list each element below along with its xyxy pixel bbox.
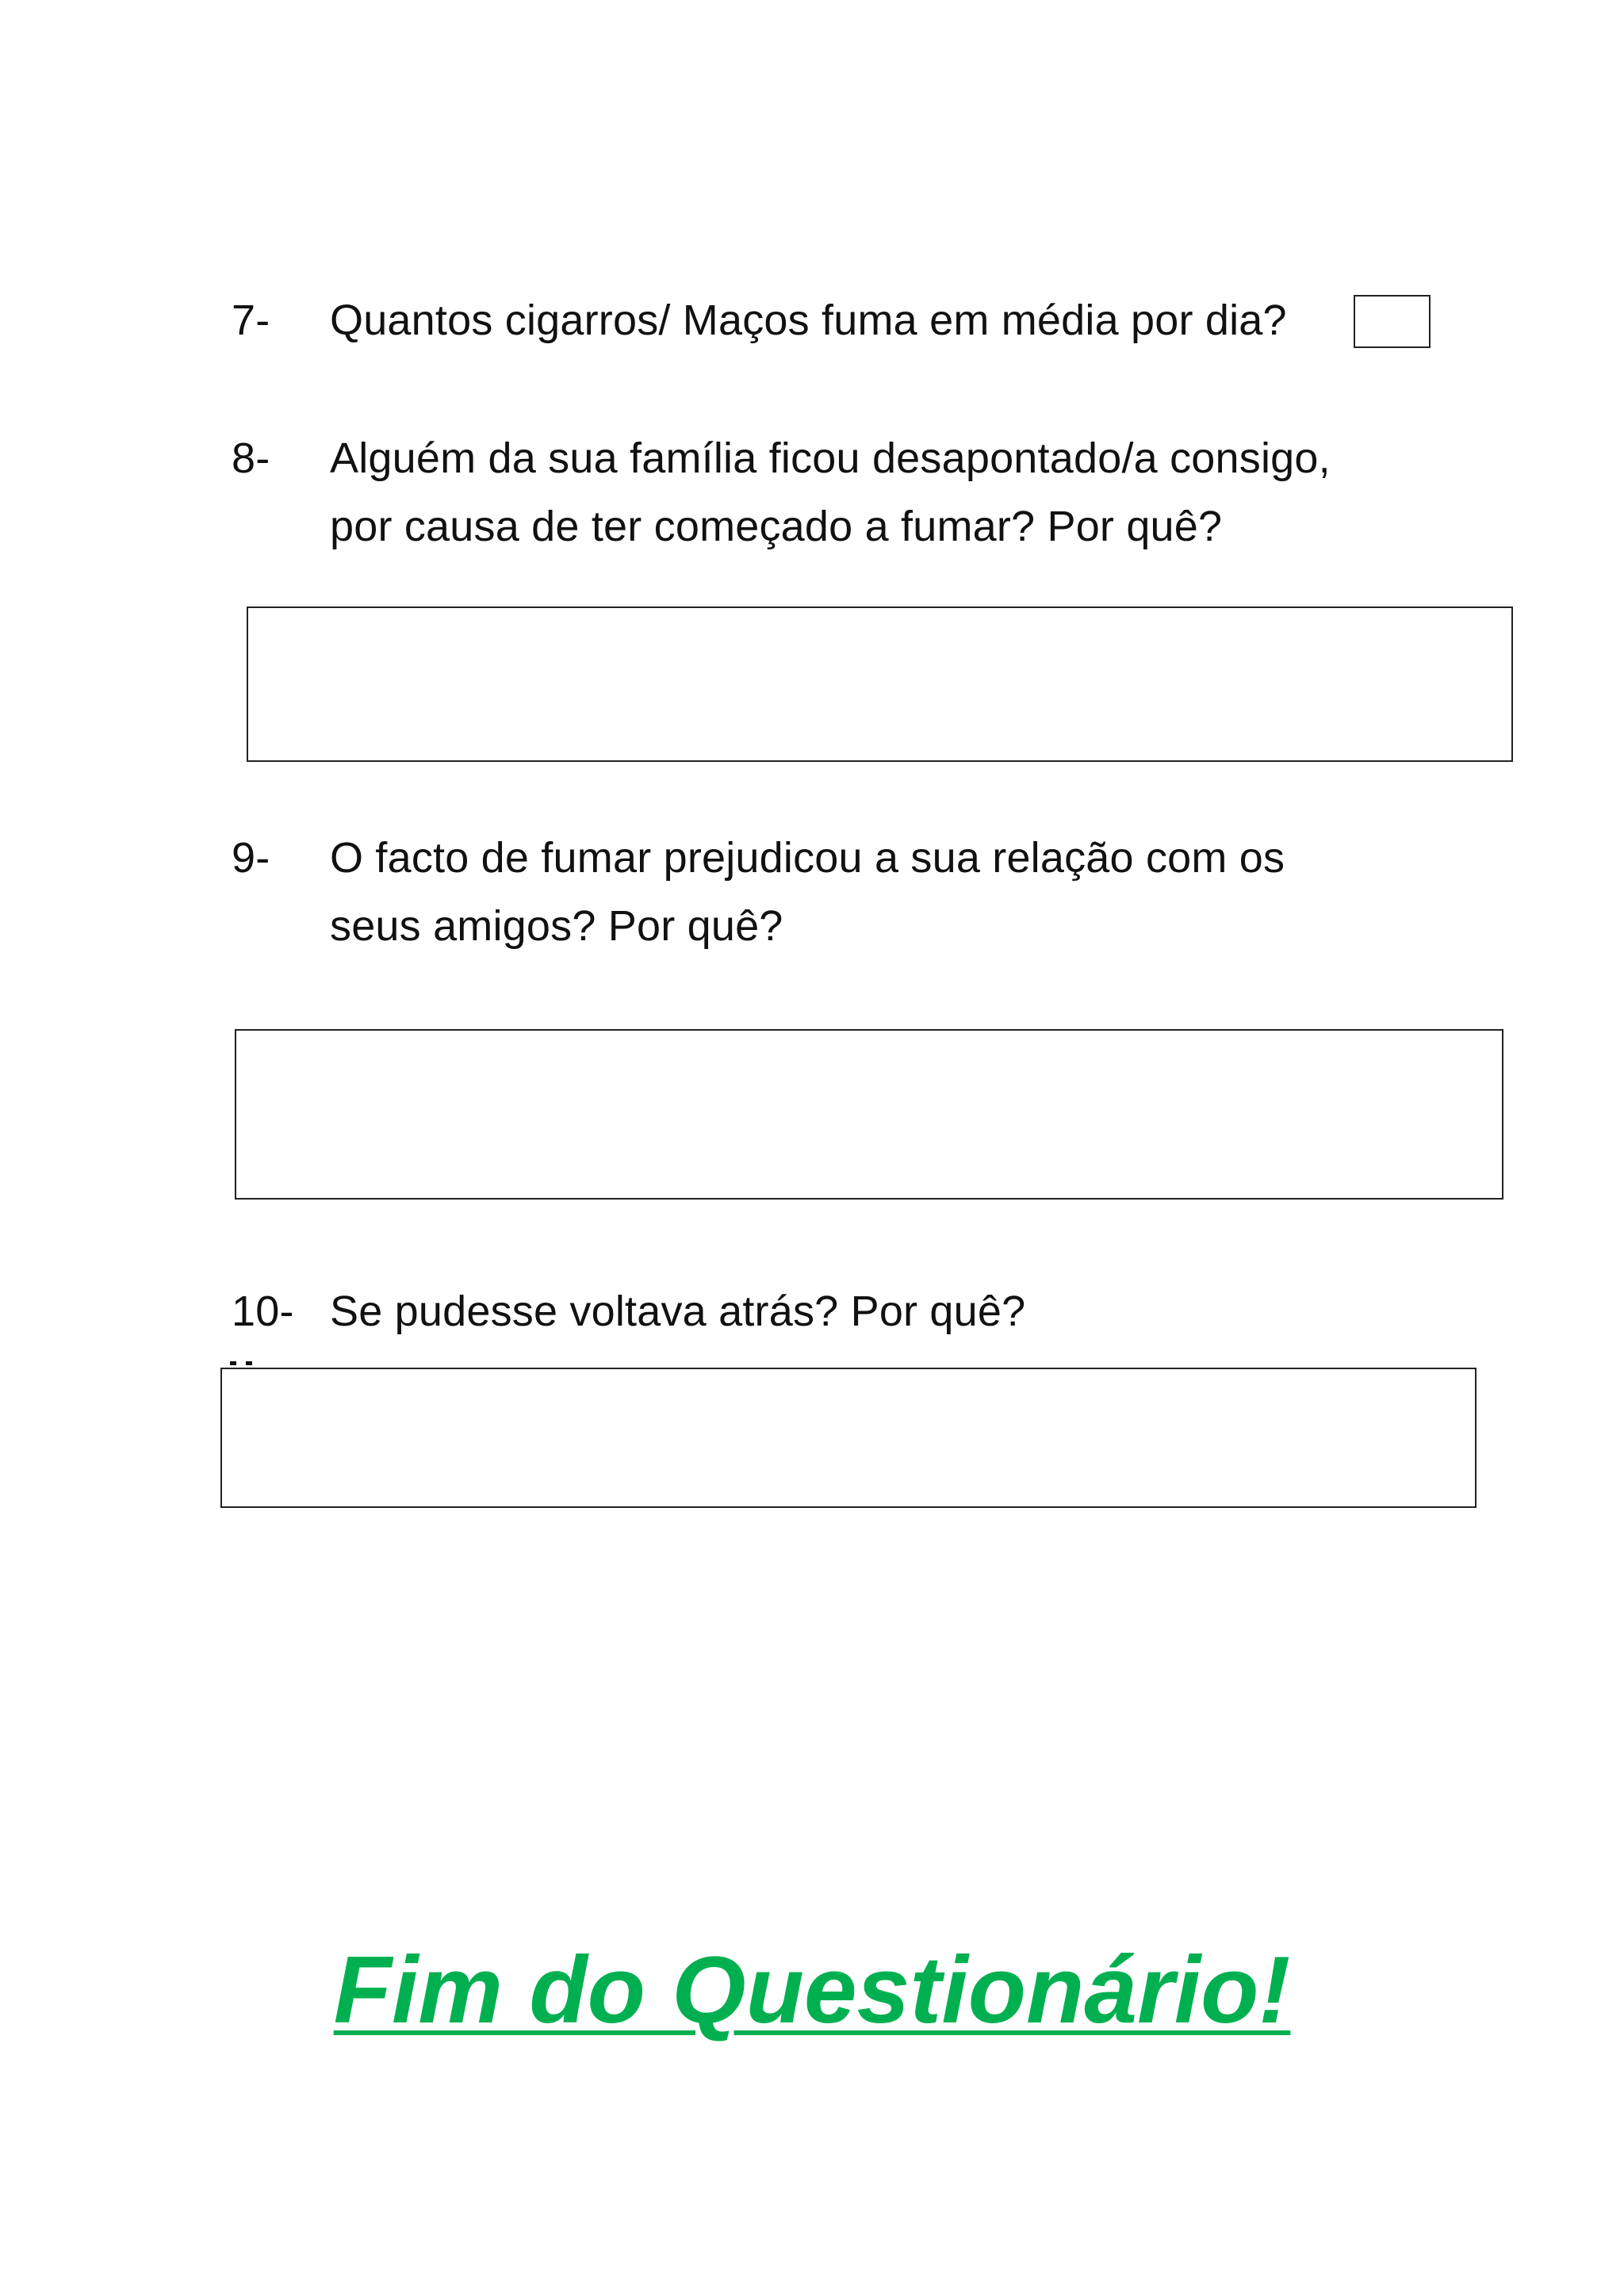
question-7-text: Quantos cigarros/ Maços fuma em média por dia? (330, 297, 1287, 344)
question-7-answer-box[interactable] (1354, 295, 1431, 348)
question-10-answer-box[interactable] (220, 1368, 1477, 1508)
question-10-number: 10- (232, 1288, 294, 1335)
question-9-answer-box[interactable] (235, 1029, 1503, 1200)
question-9-text-line-1: O facto de fumar prejudicou a sua relação com os (330, 834, 1285, 882)
question-7-number: 7- (232, 297, 270, 344)
question-8-text-line-1: Alguém da sua família ficou desapontado/a consigo, (330, 434, 1331, 482)
question-10-text: Se pudesse voltava atrás? Por quê? (330, 1288, 1026, 1335)
closing-title: Fim do Questionário! (333, 1937, 1291, 2043)
question-8-text-line-2: por causa de ter começado a fumar? Por quê? (330, 503, 1223, 550)
clipped-text-fragment (230, 1357, 279, 1365)
question-9-text-line-2: seus amigos? Por quê? (330, 902, 783, 950)
question-8-number: 8- (232, 434, 270, 482)
question-8-answer-box[interactable] (247, 607, 1513, 762)
question-9-number: 9- (232, 834, 270, 882)
